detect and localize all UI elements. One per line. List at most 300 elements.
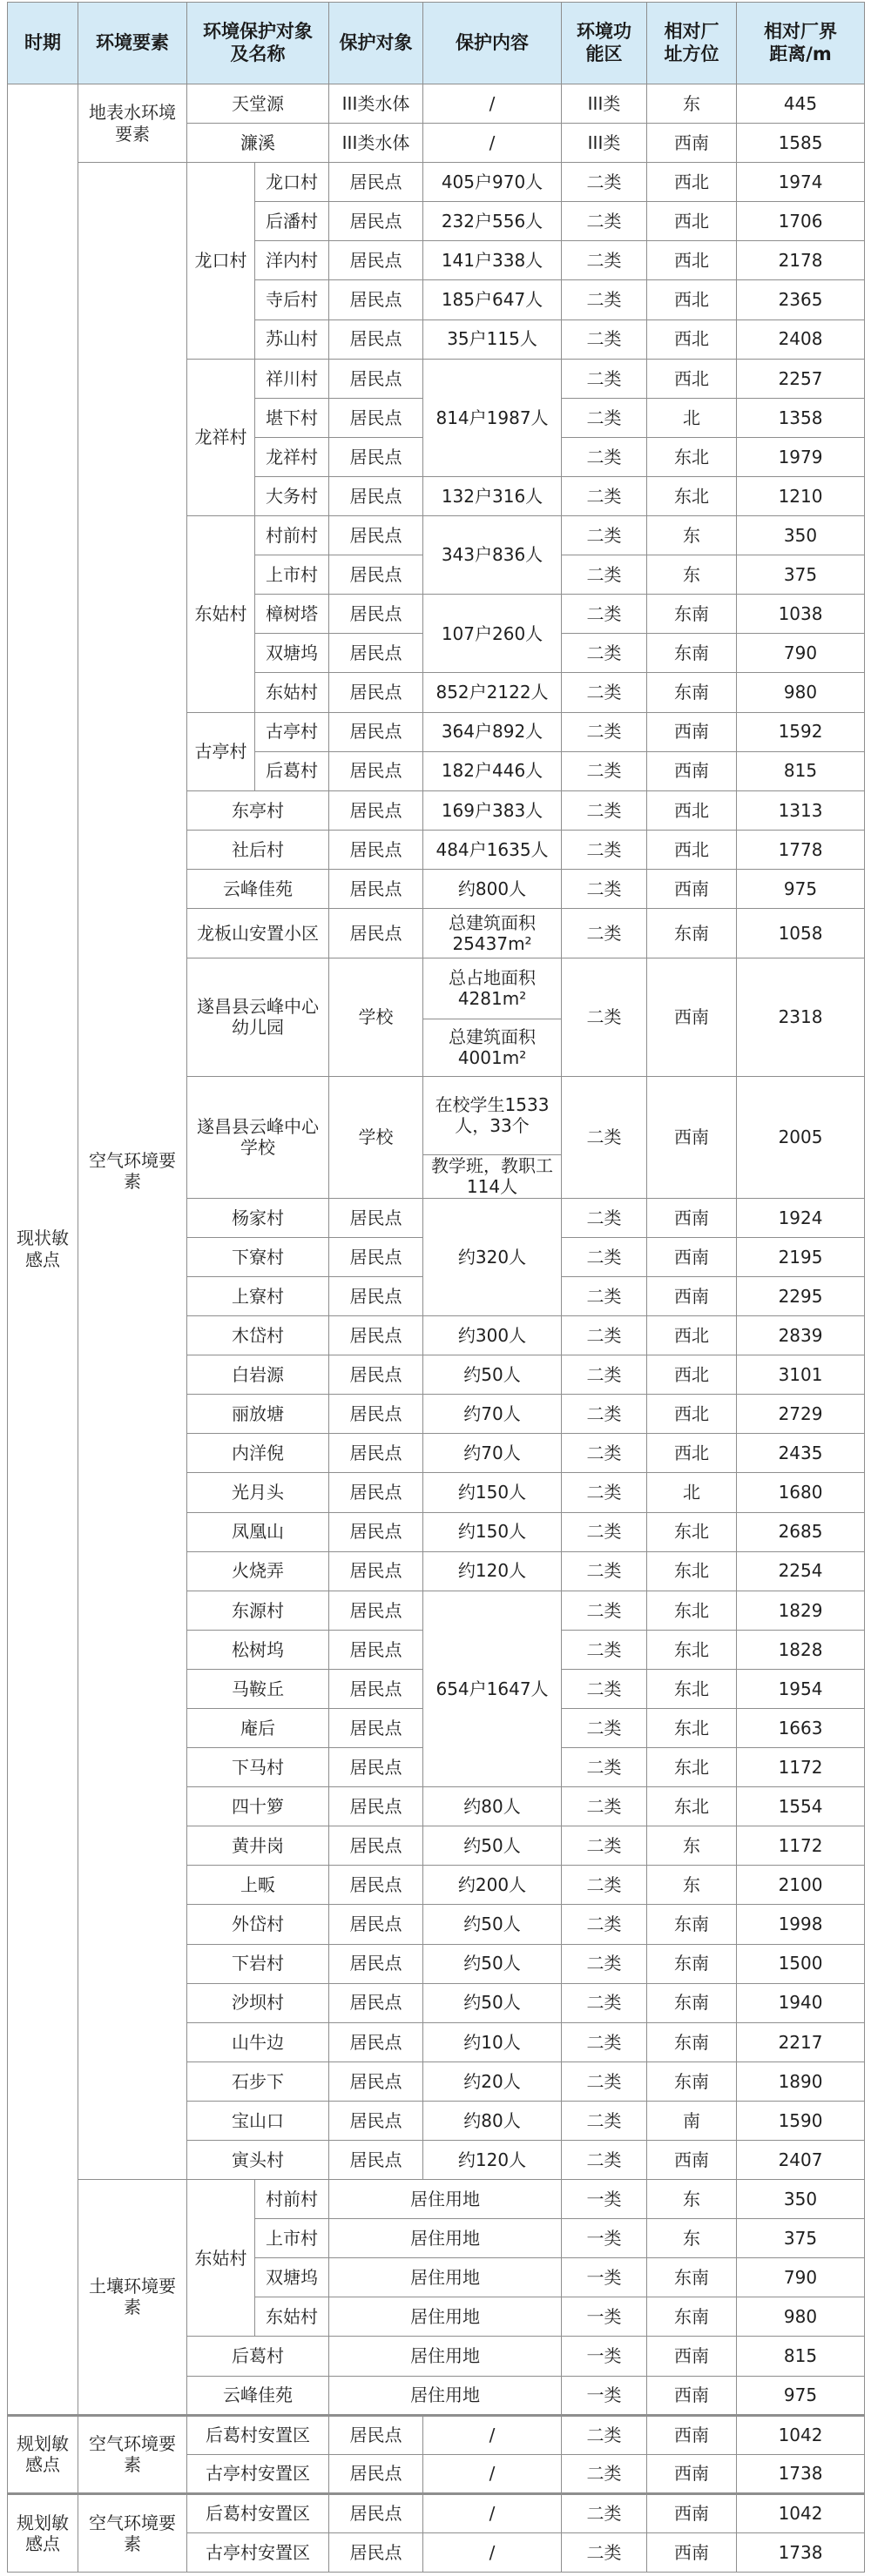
target-name-cell: 山牛边 <box>187 2022 329 2061</box>
distance-cell: 2685 <box>737 1512 865 1551</box>
target-name-cell: 黄井岗 <box>187 1826 329 1866</box>
header-row <box>8 3 865 84</box>
direction-cell: 东 <box>647 1866 737 1905</box>
object-cell: 居民点 <box>329 1512 423 1551</box>
period-cell: 规划敏感点 <box>8 2415 78 2493</box>
content-cell: 约20人 <box>423 2061 562 2101</box>
distance-cell: 2178 <box>737 241 865 280</box>
table-row <box>8 2180 865 2219</box>
object-cell: 居民点 <box>329 1276 423 1315</box>
object-cell: 居民点 <box>329 1708 423 1747</box>
distance-cell: 2100 <box>737 1866 865 1905</box>
zone-cell: 二类 <box>562 958 647 1076</box>
content-cell: 约80人 <box>423 2101 562 2140</box>
header-object-label: 保护对象 <box>339 31 413 53</box>
object-cell: 居民点 <box>329 2022 423 2061</box>
target-name-cell: 龙祥村 <box>255 437 329 476</box>
distance-cell: 1172 <box>737 1826 865 1866</box>
distance-cell: 375 <box>737 2219 865 2258</box>
distance-cell: 1706 <box>737 202 865 241</box>
direction-cell: 西南 <box>647 2532 737 2572</box>
direction-cell: 东南 <box>647 595 737 634</box>
zone-cell: 二类 <box>562 1237 647 1276</box>
zone-cell: 一类 <box>562 2337 647 2376</box>
zone-cell: III类 <box>562 124 647 163</box>
distance-cell: 1042 <box>737 2415 865 2454</box>
zone-cell: 二类 <box>562 1551 647 1591</box>
zone-cell: 二类 <box>562 2454 647 2493</box>
direction-cell: 西南 <box>647 1276 737 1315</box>
direction-cell: 西南 <box>647 2493 737 2532</box>
zone-cell: 二类 <box>562 634 647 673</box>
zone-cell: 二类 <box>562 1434 647 1473</box>
distance-cell: 375 <box>737 555 865 595</box>
direction-cell: 东北 <box>647 1748 737 1787</box>
zone-cell: 二类 <box>562 241 647 280</box>
target-name-cell: 樟树塔 <box>255 595 329 634</box>
distance-cell: 2365 <box>737 280 865 319</box>
zone-cell: 二类 <box>562 319 647 359</box>
content-cell: 约800人 <box>423 869 562 908</box>
distance-cell: 2005 <box>737 1076 865 1198</box>
distance-cell: 350 <box>737 2180 865 2219</box>
content-cell: 约50人 <box>423 1944 562 1983</box>
zone-cell: 二类 <box>562 2022 647 2061</box>
zone-cell: 二类 <box>562 751 647 790</box>
direction-cell: 西北 <box>647 319 737 359</box>
element-cell: 空气环境要素 <box>78 2415 187 2493</box>
object-cell: 居民点 <box>329 673 423 712</box>
direction-cell: 西北 <box>647 359 737 398</box>
content-cell: 141户338人 <box>423 241 562 280</box>
distance-cell: 980 <box>737 2297 865 2337</box>
direction-cell: 西北 <box>647 790 737 830</box>
direction-cell: 东南 <box>647 634 737 673</box>
target-name-cell: 遂昌县云峰中心幼儿园 <box>187 958 329 1076</box>
content-cell: / <box>423 124 562 163</box>
object-cell: 居民点 <box>329 1355 423 1395</box>
header-period-label: 时期 <box>24 31 61 53</box>
target-name-cell: 杨家村 <box>187 1198 329 1237</box>
content-cell: 484户1635人 <box>423 830 562 869</box>
content-cell: 654户1647人 <box>423 1591 562 1786</box>
target-name-cell: 濂溪 <box>187 124 329 163</box>
distance-cell: 1058 <box>737 908 865 958</box>
distance-cell: 815 <box>737 751 865 790</box>
object-cell: 居民点 <box>329 1669 423 1708</box>
direction-cell: 东 <box>647 555 737 595</box>
distance-cell: 1038 <box>737 595 865 634</box>
object-cell: 居民点 <box>329 1395 423 1434</box>
content-cell: 814户1987人 <box>423 359 562 476</box>
direction-cell: 东 <box>647 2219 737 2258</box>
distance-cell: 2407 <box>737 2141 865 2180</box>
direction-cell: 东北 <box>647 1630 737 1669</box>
distance-cell: 1924 <box>737 1198 865 1237</box>
object-cell: 居民点 <box>329 2415 423 2454</box>
zone-cell: 二类 <box>562 1826 647 1866</box>
direction-cell: 西北 <box>647 1434 737 1473</box>
header-target <box>187 3 329 84</box>
direction-cell: 东南 <box>647 2022 737 2061</box>
content-cell: 约50人 <box>423 1983 562 2022</box>
direction-cell: 东南 <box>647 2258 737 2297</box>
target-name-cell: 大务村 <box>255 476 329 515</box>
target-name-cell: 上寮村 <box>187 1276 329 1315</box>
header-element <box>78 3 187 84</box>
zone-cell: 一类 <box>562 2219 647 2258</box>
zone-cell: 二类 <box>562 595 647 634</box>
content-cell: 107户260人 <box>423 595 562 673</box>
zone-cell: 二类 <box>562 2061 647 2101</box>
distance-cell: 1998 <box>737 1905 865 1944</box>
target-name-cell: 村前村 <box>255 516 329 555</box>
table-row <box>8 84 865 124</box>
object-cell: 居民点 <box>329 830 423 869</box>
object-cell: 居民点 <box>329 398 423 437</box>
zone-cell: 二类 <box>562 202 647 241</box>
zone-cell: 二类 <box>562 1198 647 1237</box>
distance-cell: 1828 <box>737 1630 865 1669</box>
target-name-cell: 寺后村 <box>255 280 329 319</box>
object-cell: 居民点 <box>329 202 423 241</box>
content-cell: / <box>423 84 562 124</box>
zone-cell: 二类 <box>562 673 647 712</box>
object-cell: 居民点 <box>329 2493 423 2532</box>
direction-cell: 东 <box>647 2180 737 2219</box>
distance-cell: 790 <box>737 634 865 673</box>
target-name-cell: 后葛村 <box>255 751 329 790</box>
object-cell: 居民点 <box>329 790 423 830</box>
target-name-cell: 下马村 <box>187 1748 329 1787</box>
element-cell: 地表水环境要素 <box>78 84 187 163</box>
table-row <box>8 2415 865 2454</box>
direction-cell: 西南 <box>647 712 737 751</box>
zone-cell: 二类 <box>562 908 647 958</box>
distance-cell: 2195 <box>737 1237 865 1276</box>
target-name-cell: 东姑村 <box>255 673 329 712</box>
direction-cell: 东北 <box>647 1512 737 1551</box>
distance-cell: 1358 <box>737 398 865 437</box>
content-cell: 852户2122人 <box>423 673 562 712</box>
object-cell: 居住用地 <box>329 2297 562 2337</box>
direction-cell: 西南 <box>647 1237 737 1276</box>
table-row <box>8 163 865 202</box>
zone-cell: 二类 <box>562 1076 647 1198</box>
content-cell: 约50人 <box>423 1826 562 1866</box>
zone-cell: 一类 <box>562 2376 647 2415</box>
content-cell: 232户556人 <box>423 202 562 241</box>
table-header <box>8 3 865 84</box>
header-direction-label: 相对厂址方位 <box>664 20 719 64</box>
object-cell: 居民点 <box>329 1237 423 1276</box>
target-name-cell: 龙板山安置小区 <box>187 908 329 958</box>
distance-cell: 2839 <box>737 1316 865 1355</box>
object-cell: 居民点 <box>329 359 423 398</box>
village-group-cell: 东姑村 <box>187 2180 255 2337</box>
object-cell: 居民点 <box>329 751 423 790</box>
target-name-cell: 云峰佳苑 <box>187 2376 329 2415</box>
direction-cell: 西北 <box>647 202 737 241</box>
object-cell: 居住用地 <box>329 2337 562 2376</box>
target-name-cell: 村前村 <box>255 2180 329 2219</box>
target-name-cell: 下岩村 <box>187 1944 329 1983</box>
object-cell: 居民点 <box>329 1198 423 1237</box>
zone-cell: 二类 <box>562 2532 647 2572</box>
village-group-cell: 龙口村 <box>187 163 255 359</box>
object-cell: 居住用地 <box>329 2219 562 2258</box>
zone-cell: 二类 <box>562 2415 647 2454</box>
target-name-cell: 后潘村 <box>255 202 329 241</box>
header-element-label: 环境要素 <box>96 31 169 53</box>
object-cell: 居民点 <box>329 1787 423 1826</box>
target-name-cell: 上市村 <box>255 2219 329 2258</box>
direction-cell: 西北 <box>647 241 737 280</box>
direction-cell: 东北 <box>647 1787 737 1826</box>
target-name-cell: 洋内村 <box>255 241 329 280</box>
object-cell: 居民点 <box>329 595 423 634</box>
target-name-cell: 古亭村 <box>255 712 329 751</box>
direction-cell: 西北 <box>647 830 737 869</box>
direction-cell: 东南 <box>647 2061 737 2101</box>
period-cell: 规划敏感点 <box>8 2493 78 2572</box>
object-cell: 居民点 <box>329 1983 423 2022</box>
target-name-cell: 云峰佳苑 <box>187 869 329 908</box>
target-name-cell: 庵后 <box>187 1708 329 1747</box>
target-name-cell: 宝山口 <box>187 2101 329 2140</box>
zone-cell: 二类 <box>562 1787 647 1826</box>
target-name-cell: 下寮村 <box>187 1237 329 1276</box>
object-cell: 居民点 <box>329 1905 423 1944</box>
direction-cell: 西南 <box>647 2454 737 2493</box>
table-row <box>8 2493 865 2532</box>
distance-cell: 2217 <box>737 2022 865 2061</box>
object-cell: 居民点 <box>329 1316 423 1355</box>
target-name-cell: 白岩源 <box>187 1355 329 1395</box>
direction-cell: 西南 <box>647 124 737 163</box>
element-cell: 土壤环境要素 <box>78 2180 187 2416</box>
header-object <box>329 3 423 84</box>
distance-cell: 2435 <box>737 1434 865 1473</box>
target-name-cell: 光月头 <box>187 1473 329 1512</box>
content-cell: / <box>423 2415 562 2454</box>
direction-cell: 东 <box>647 84 737 124</box>
content-cell: 约50人 <box>423 1355 562 1395</box>
target-name-cell: 堪下村 <box>255 398 329 437</box>
distance-cell: 980 <box>737 673 865 712</box>
direction-cell: 西南 <box>647 751 737 790</box>
direction-cell: 东北 <box>647 1669 737 1708</box>
object-cell: 居民点 <box>329 2454 423 2493</box>
object-cell: 居住用地 <box>329 2376 562 2415</box>
zone-cell: 二类 <box>562 1591 647 1630</box>
zone-cell: III类 <box>562 84 647 124</box>
object-cell: 居民点 <box>329 2061 423 2101</box>
direction-cell: 北 <box>647 1473 737 1512</box>
object-cell: 居民点 <box>329 319 423 359</box>
target-name-cell: 天堂源 <box>187 84 329 124</box>
zone-cell: 二类 <box>562 2493 647 2532</box>
direction-cell: 西南 <box>647 2141 737 2180</box>
content-cell: 总建筑面积4001m² <box>423 1019 562 1076</box>
direction-cell: 东北 <box>647 437 737 476</box>
object-cell: 居住用地 <box>329 2258 562 2297</box>
direction-cell: 东北 <box>647 476 737 515</box>
direction-cell: 东南 <box>647 1905 737 1944</box>
target-name-cell: 双塘坞 <box>255 2258 329 2297</box>
object-cell: 居民点 <box>329 1630 423 1669</box>
target-name-cell: 木岱村 <box>187 1316 329 1355</box>
zone-cell: 二类 <box>562 398 647 437</box>
zone-cell: 二类 <box>562 1866 647 1905</box>
zone-cell: 二类 <box>562 1669 647 1708</box>
table-body <box>8 84 865 2573</box>
content-cell: 约200人 <box>423 1866 562 1905</box>
target-name-cell: 马鞍丘 <box>187 1669 329 1708</box>
target-name-cell: 丽放塘 <box>187 1395 329 1434</box>
zone-cell: 二类 <box>562 1355 647 1395</box>
object-cell: 居民点 <box>329 555 423 595</box>
target-name-cell: 古亭村安置区 <box>187 2532 329 2572</box>
distance-cell: 975 <box>737 2376 865 2415</box>
zone-cell: 二类 <box>562 2141 647 2180</box>
object-cell: 居民点 <box>329 634 423 673</box>
target-name-cell: 双塘坞 <box>255 634 329 673</box>
direction-cell: 西南 <box>647 958 737 1076</box>
target-name-cell: 上畈 <box>187 1866 329 1905</box>
content-cell: 343户836人 <box>423 516 562 595</box>
content-cell: 教学班，教职工114人 <box>423 1154 562 1198</box>
direction-cell: 西南 <box>647 869 737 908</box>
direction-cell: 东南 <box>647 2297 737 2337</box>
distance-cell: 1940 <box>737 1983 865 2022</box>
direction-cell: 西南 <box>647 2337 737 2376</box>
distance-cell: 350 <box>737 516 865 555</box>
object-cell: 居民点 <box>329 2532 423 2572</box>
header-zone-label: 环境功能区 <box>577 20 631 64</box>
object-cell: 居民点 <box>329 2101 423 2140</box>
object-cell: 居民点 <box>329 2141 423 2180</box>
object-cell: 居民点 <box>329 1944 423 1983</box>
object-cell: 居民点 <box>329 1473 423 1512</box>
village-group-cell: 龙祥村 <box>187 359 255 515</box>
object-cell: 居民点 <box>329 908 423 958</box>
distance-cell: 1829 <box>737 1591 865 1630</box>
distance-cell: 1554 <box>737 1787 865 1826</box>
content-cell: 185户647人 <box>423 280 562 319</box>
direction-cell: 东 <box>647 1826 737 1866</box>
village-group-cell: 古亭村 <box>187 712 255 790</box>
header-content <box>423 3 562 84</box>
target-name-cell: 火烧弄 <box>187 1551 329 1591</box>
content-cell: / <box>423 2493 562 2532</box>
object-cell: 居民点 <box>329 1866 423 1905</box>
zone-cell: 二类 <box>562 1512 647 1551</box>
distance-cell: 1778 <box>737 830 865 869</box>
target-name-cell: 外岱村 <box>187 1905 329 1944</box>
target-name-cell: 东姑村 <box>255 2297 329 2337</box>
zone-cell: 二类 <box>562 437 647 476</box>
zone-cell: 二类 <box>562 555 647 595</box>
zone-cell: 一类 <box>562 2258 647 2297</box>
header-zone <box>562 3 647 84</box>
target-name-cell: 东源村 <box>187 1591 329 1630</box>
target-name-cell: 凤凰山 <box>187 1512 329 1551</box>
content-cell: 约70人 <box>423 1395 562 1434</box>
content-cell: 182户446人 <box>423 751 562 790</box>
header-period <box>8 3 78 84</box>
object-cell: III类水体 <box>329 124 423 163</box>
direction-cell: 西北 <box>647 1395 737 1434</box>
zone-cell: 二类 <box>562 1905 647 1944</box>
header-distance-label: 相对厂界距离/m <box>764 20 837 64</box>
content-cell: 35户115人 <box>423 319 562 359</box>
target-name-cell: 遂昌县云峰中心学校 <box>187 1076 329 1198</box>
zone-cell: 二类 <box>562 1276 647 1315</box>
content-cell: 约120人 <box>423 1551 562 1591</box>
village-group-cell: 东姑村 <box>187 516 255 712</box>
direction-cell: 南 <box>647 2101 737 2140</box>
zone-cell: 二类 <box>562 1944 647 1983</box>
target-name-cell: 石步下 <box>187 2061 329 2101</box>
distance-cell: 1210 <box>737 476 865 515</box>
object-cell: III类水体 <box>329 84 423 124</box>
zone-cell: 二类 <box>562 1630 647 1669</box>
direction-cell: 东南 <box>647 673 737 712</box>
target-name-cell: 四十箩 <box>187 1787 329 1826</box>
distance-cell: 445 <box>737 84 865 124</box>
distance-cell: 2729 <box>737 1395 865 1434</box>
zone-cell: 二类 <box>562 2101 647 2140</box>
direction-cell: 西南 <box>647 1198 737 1237</box>
distance-cell: 975 <box>737 869 865 908</box>
object-cell: 居民点 <box>329 516 423 555</box>
direction-cell: 西北 <box>647 280 737 319</box>
target-name-cell: 上市村 <box>255 555 329 595</box>
distance-cell: 3101 <box>737 1355 865 1395</box>
content-cell: 总占地面积4281m² <box>423 958 562 1019</box>
object-cell: 居民点 <box>329 1551 423 1591</box>
content-cell: 约50人 <box>423 1905 562 1944</box>
direction-cell: 东南 <box>647 1983 737 2022</box>
direction-cell: 西北 <box>647 1355 737 1395</box>
target-name-cell: 东亭村 <box>187 790 329 830</box>
object-cell: 居民点 <box>329 1591 423 1630</box>
content-cell: 约150人 <box>423 1473 562 1512</box>
content-cell: 约10人 <box>423 2022 562 2061</box>
target-name-cell: 寅头村 <box>187 2141 329 2180</box>
target-name-cell: 苏山村 <box>255 319 329 359</box>
direction-cell: 西南 <box>647 1076 737 1198</box>
target-name-cell: 内洋倪 <box>187 1434 329 1473</box>
object-cell: 居民点 <box>329 1826 423 1866</box>
direction-cell: 东 <box>647 516 737 555</box>
object-cell: 学校 <box>329 1076 423 1198</box>
zone-cell: 二类 <box>562 790 647 830</box>
content-cell: / <box>423 2532 562 2572</box>
distance-cell: 1500 <box>737 1944 865 1983</box>
zone-cell: 二类 <box>562 476 647 515</box>
zone-cell: 二类 <box>562 280 647 319</box>
distance-cell: 2254 <box>737 1551 865 1591</box>
content-cell: 约120人 <box>423 2141 562 2180</box>
direction-cell: 西南 <box>647 2415 737 2454</box>
target-name-cell: 后葛村安置区 <box>187 2493 329 2532</box>
zone-cell: 二类 <box>562 163 647 202</box>
zone-cell: 二类 <box>562 1395 647 1434</box>
direction-cell: 西北 <box>647 1316 737 1355</box>
distance-cell: 1680 <box>737 1473 865 1512</box>
